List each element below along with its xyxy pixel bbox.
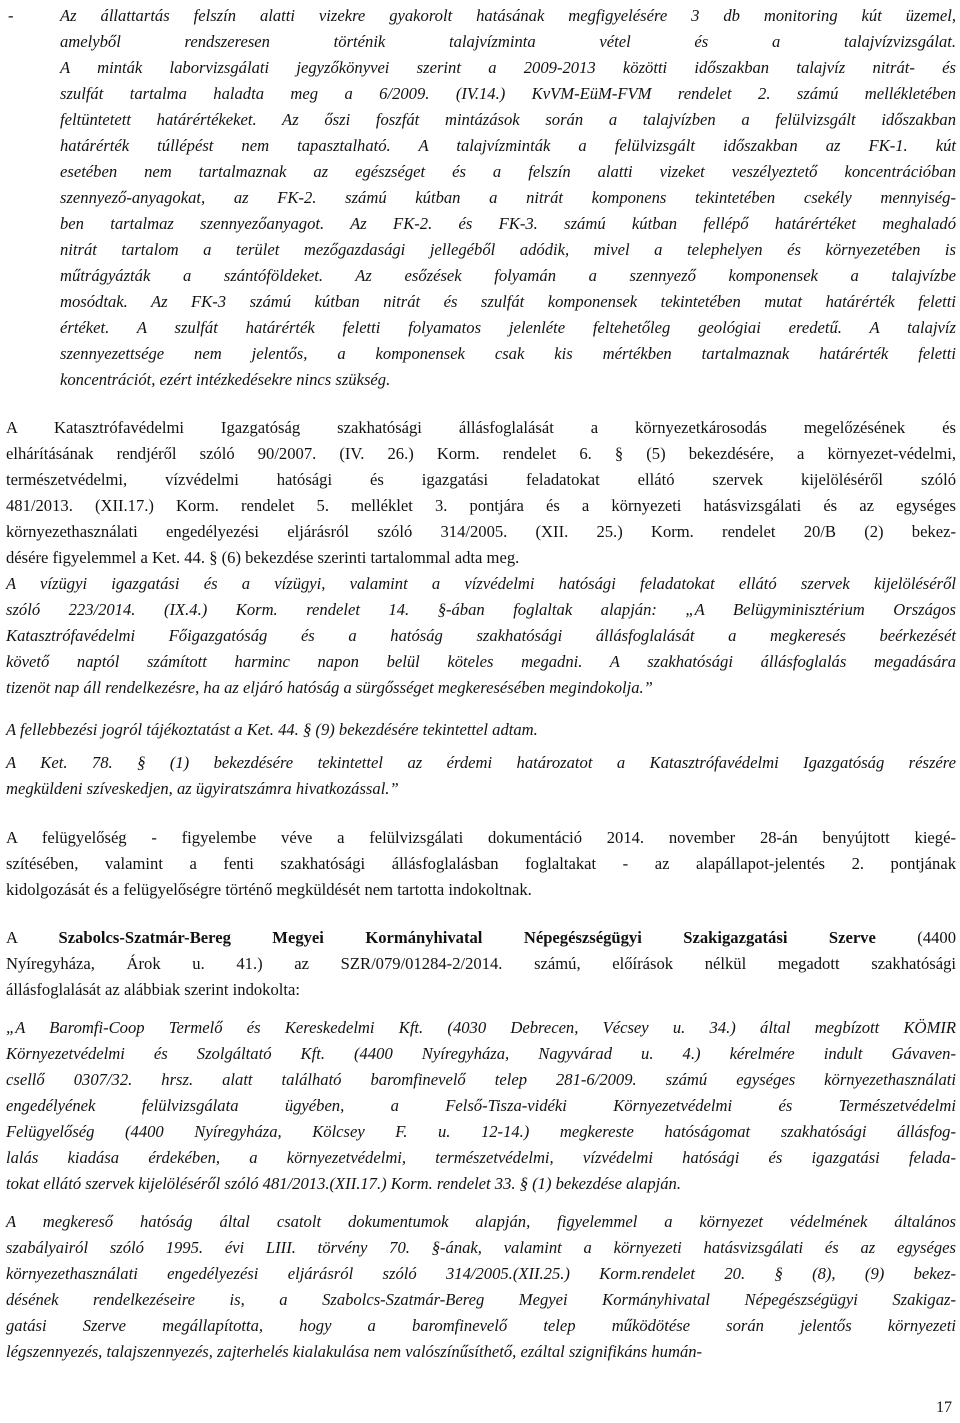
text-line: koncentrációt, ezért intézkedésekre nincs szükség. (60, 370, 391, 389)
text-line: A felügyelőség - figyelembe véve a felülvizsgálati dokumentáció 2014. november 28-án benyújtott kiegé- (6, 828, 956, 847)
text-line: Az állattartás felszín alatti vizekre gyakorolt hatásának megfigyelésére 3 db monitoring kút üzemel, (60, 6, 956, 25)
text-line: gatási Szerve megállapította, hogy a baromfinevelő telep működötése során jelentős környezeti (6, 1316, 956, 1335)
text-line: csellő 0307/32. hrsz. alatt található baromfinevelő telep 281-6/2009. számú egységes környezethasználati (6, 1070, 956, 1089)
text-line: határérték túllépést nem tapasztalható. A talajvízminták a felülvizsgált időszakban az FK-1. kút (60, 136, 956, 155)
text-run: (4400 (875, 928, 957, 947)
text-run: A (6, 928, 59, 947)
paragraph-monitoring (60, 3, 956, 393)
text-line: 481/2013. (XII.17.) Korm. rendelet 5. melléklet 3. pontjára és a környezeti hatásvizsgálati és az egységes (6, 496, 956, 515)
text-line: szítésében, valamint a fenti szakhatósági állásfoglalásban foglaltakat - az alapállapot-jelentés 2. pontjának (6, 854, 956, 873)
text-line: kidolgozását és a felügyelőségre történő megküldését nem tartotta indokoltnak. (6, 880, 532, 899)
bullet-dash: - (8, 6, 14, 25)
text-line: amelyből rendszeresen történik talajvízminta vétel és a talajvízvizsgálat. (60, 32, 956, 51)
text-line: szóló 223/2014. (IX.4.) Korm. rendelet 14. §-ában foglaltak alapján: „A Belügyminisztérium Országos (6, 600, 956, 619)
text-line (6, 925, 956, 951)
text-line: elhárításának rendjéről szóló 90/2007. (IV. 26.) Korm. rendelet 6. § (5) bekezdésére, a környezet-védelmi, (6, 444, 956, 463)
text-line: Felügyelőség (4400 Nyíregyháza, Kölcsey F. u. 12-14.) megkereste hatóságomat szakhatósági állásfog- (6, 1122, 956, 1141)
page-number: 17 (936, 1399, 952, 1416)
text-line: A megkereső hatóság által csatolt dokumentumok alapján, figyelemmel a környezet védelmének általános (6, 1212, 956, 1231)
text-line: Környezetvédelmi és Szolgáltató Kft. (4400 Nyíregyháza, Nagyvárad u. 4.) kérelmére indult Gávaven- (6, 1044, 956, 1063)
text-line: szabályairól szóló 1995. évi LIII. törvény 70. §-ának, valamint a környezeti hatásvizsgálati és az egységes (6, 1238, 956, 1257)
text-line: természetvédelmi, vízvédelmi hatósági és igazgatási feladatokat ellátó szervek kijelöléséről szóló (6, 470, 956, 489)
text-line: légszennyezés, talajszennyezés, zajterhelés kialakulása nem valószínűsíthető, ezáltal szignifikáns humán- (6, 1342, 703, 1361)
text-line: értéket. A szulfát határérték feletti folyamatos jelenléte feltehetőleg geológiai eredetű. A talajvíz (60, 318, 956, 337)
text-line: környezethasználati engedélyezési eljárásról szóló 314/2005.(XII.25.) Korm.rendelet 20. § (8), (9) bekez- (6, 1264, 956, 1283)
text-line: lalás kiadása érdekében, a környezetvédelmi, természetvédelmi, vízvédelmi hatósági és igazgatási felada- (6, 1148, 956, 1167)
text-line: megküldeni szíveskedjen, az ügyiratszámra hivatkozással.” (6, 779, 399, 798)
paragraph-baromfi-coop (6, 1015, 956, 1197)
text-line: esetében nem tartalmaznak az egészséget és a felszín alatti vizeket veszélyeztető koncentrációban (60, 162, 956, 181)
text-line: műtrágyázták a szántóföldeket. Az esőzések folyamán a szennyező komponensek a talajvízbe (60, 266, 956, 285)
text-line: szulfát tartalma haladta meg a 6/2009. (IV.14.) KvVM-EüM-FVM rendelet 2. számú mellékletében (60, 84, 956, 103)
text-line: követő naptól számított harminc napon belül köteles megadni. A szakhatósági állásfoglalás megadására (6, 652, 956, 671)
text-line: engedélyének felülvizsgálata ügyében, a Felső-Tisza-vidéki Környezetvédelmi és Természetvédelmi (6, 1096, 956, 1115)
text-line: környezethasználati engedélyezési eljárásról szóló 314/2005. (XII. 25.) Korm. rendelet 20/B (2) bekez- (6, 522, 956, 541)
text-line: désének rendelkezéseire is, a Szabolcs-Szatmár-Bereg Megyei Kormányhivatal Népegészségügyi Szakigaz- (6, 1290, 956, 1309)
text-line: A vízügyi igazgatási és a vízügyi, valamint a vízvédelmi hatósági feladatokat ellátó szervek kijelöléséről (6, 574, 956, 593)
authority-name: Szabolcs-Szatmár-Bereg Megyei Kormányhivatal Népegészségügyi Szakigazgatási Szerve (58, 928, 876, 947)
paragraph-vizugyi (6, 571, 956, 701)
text-line: szennyezettsége nem jelentős, a komponensek csak kis mértékben tartalmaznak határérték feletti (60, 344, 956, 363)
paragraph-szabolcs (6, 925, 956, 1003)
text-line: ben tartalmaz szennyezőanyagot. Az FK-2. és FK-3. számú kútban fellépő határértéket meghaladó (60, 214, 956, 233)
text-line: désére figyelemmel a Ket. 44. § (6) bekezdése szerinti tartalommal adta meg. (6, 548, 520, 567)
paragraph-megkereso (6, 1209, 956, 1365)
text-line: mosódtak. Az FK-3 számú kútban nitrát és szulfát komponensek tekintetében mutat határérték feletti (60, 292, 956, 311)
text-line: nitrát tartalom a terület mezőgazdasági jellegéből adódik, mivel a telephelyen és környezetében is (60, 240, 956, 259)
paragraph-fellebbezes (6, 717, 956, 743)
text-line: A Katasztrófavédelmi Igazgatóság szakhatósági állásfoglalását a környezetkárosodás megelőzésének és (6, 418, 956, 437)
text-line: Nyíregyháza, Árok u. 41.) az SZR/079/01284-2/2014. számú, előírások nélkül megadott szakhatósági (6, 954, 956, 973)
text-line: feltüntetett határértékeket. Az őszi foszfát mintázások során a talajvízben a felülvizsgált időszakban (60, 110, 956, 129)
text-line: A Ket. 78. § (1) bekezdésére tekintettel az érdemi határozatot a Katasztrófavédelmi Igazgatóság részére (6, 753, 956, 772)
paragraph-ket-78 (6, 750, 956, 802)
text-line: állásfoglalását az alábbiak szerint indokolta: (6, 980, 300, 999)
text-line: „A Baromfi-Coop Termelő és Kereskedelmi Kft. (4030 Debrecen, Vécsey u. 34.) által megbízott KÖMIR (6, 1018, 956, 1037)
text-line: szennyező-anyagokat, az FK-2. számú kútban a nitrát komponens tekintetében csekély mennyiség- (60, 188, 956, 207)
paragraph-katasztrofavedelmi (6, 415, 956, 571)
text-line: tokat ellátó szervek kijelöléséről szóló 481/2013.(XII.17.) Korm. rendelet 33. § (1) bekezdése alapján. (6, 1174, 681, 1193)
text-line: Katasztrófavédelmi Főigazgatóság és a hatóság szakhatósági állásfoglalását a megkeresés beérkezését (6, 626, 956, 645)
paragraph-felugyeloseg (6, 825, 956, 903)
text-line: tizenöt nap áll rendelkezésre, ha az eljáró hatóság a sürgősséget megkeresésében megindokolja.” (6, 678, 653, 697)
text-line: A fellebbezési jogról tájékoztatást a Ket. 44. § (9) bekezdésére tekintettel adtam. (6, 720, 538, 739)
text-line: A minták laborvizsgálati jegyzőkönyvei szerint a 2009-2013 közötti időszakban talajvíz nitrát- és (60, 58, 956, 77)
